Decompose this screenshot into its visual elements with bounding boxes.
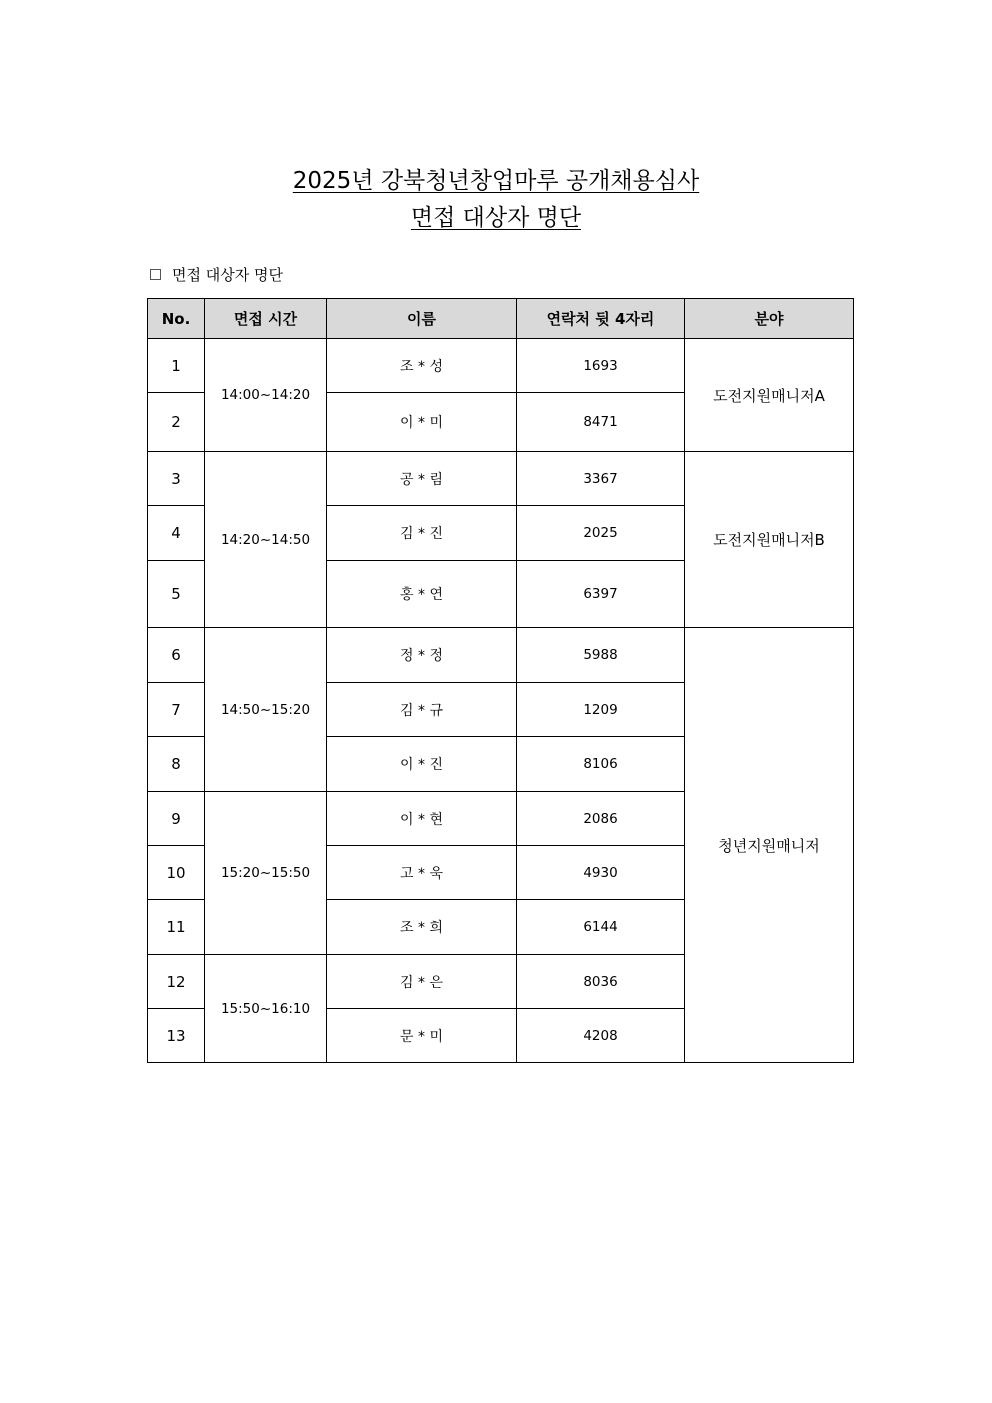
row-name: 조 * 성	[327, 339, 517, 393]
row-phone: 5988	[517, 628, 685, 683]
row-name: 이 * 현	[327, 792, 517, 846]
row-no: 5	[148, 561, 205, 628]
row-phone: 1209	[517, 683, 685, 737]
row-phone: 6397	[517, 561, 685, 628]
row-name: 김 * 진	[327, 506, 517, 561]
row-phone: 8036	[517, 955, 685, 1009]
row-name: 홍 * 연	[327, 561, 517, 628]
row-no: 2	[148, 393, 205, 452]
row-no: 1	[148, 339, 205, 393]
row-phone: 2086	[517, 792, 685, 846]
row-no: 9	[148, 792, 205, 846]
row-phone: 2025	[517, 506, 685, 561]
row-phone: 3367	[517, 452, 685, 506]
interviewee-table	[147, 298, 854, 1063]
header-field: 분야	[685, 299, 854, 339]
row-no: 11	[148, 900, 205, 955]
row-phone: 8471	[517, 393, 685, 452]
row-no: 12	[148, 955, 205, 1009]
header-name: 이름	[327, 299, 517, 339]
section-heading	[150, 264, 283, 285]
row-no: 7	[148, 683, 205, 737]
table-row	[148, 628, 854, 683]
row-no: 13	[148, 1009, 205, 1063]
row-name: 정 * 정	[327, 628, 517, 683]
header-no: No.	[148, 299, 205, 339]
time-slot: 14:50~15:20	[205, 628, 327, 792]
table-row	[148, 339, 854, 393]
row-name: 문 * 미	[327, 1009, 517, 1063]
document-subtitle: 면접 대상자 명단	[410, 205, 582, 231]
row-phone: 6144	[517, 900, 685, 955]
header-time: 면접 시간	[205, 299, 327, 339]
row-phone: 8106	[517, 737, 685, 792]
table-header-row	[148, 299, 854, 339]
row-name: 조 * 희	[327, 900, 517, 955]
row-no: 6	[148, 628, 205, 683]
time-slot: 15:50~16:10	[205, 955, 327, 1063]
row-name: 이 * 미	[327, 393, 517, 452]
checkbox-icon	[150, 269, 161, 280]
row-no: 8	[148, 737, 205, 792]
row-phone: 1693	[517, 339, 685, 393]
row-phone: 4208	[517, 1009, 685, 1063]
field-cell: 도전지원매니저B	[685, 452, 854, 628]
row-name: 고 * 욱	[327, 846, 517, 900]
row-no: 4	[148, 506, 205, 561]
table-row	[148, 452, 854, 506]
time-slot: 15:20~15:50	[205, 792, 327, 955]
time-slot: 14:00~14:20	[205, 339, 327, 452]
section-label: 면접 대상자 명단	[172, 266, 283, 284]
field-cell: 도전지원매니저A	[685, 339, 854, 452]
time-slot: 14:20~14:50	[205, 452, 327, 628]
document-title: 2025년 강북청년창업마루 공개채용심사	[292, 168, 700, 194]
row-name: 김 * 규	[327, 683, 517, 737]
row-name: 김 * 은	[327, 955, 517, 1009]
field-cell: 청년지원매니저	[685, 628, 854, 1063]
row-phone: 4930	[517, 846, 685, 900]
row-no: 3	[148, 452, 205, 506]
row-name: 공 * 림	[327, 452, 517, 506]
row-name: 이 * 진	[327, 737, 517, 792]
row-no: 10	[148, 846, 205, 900]
header-phone: 연락처 뒷 4자리	[517, 299, 685, 339]
